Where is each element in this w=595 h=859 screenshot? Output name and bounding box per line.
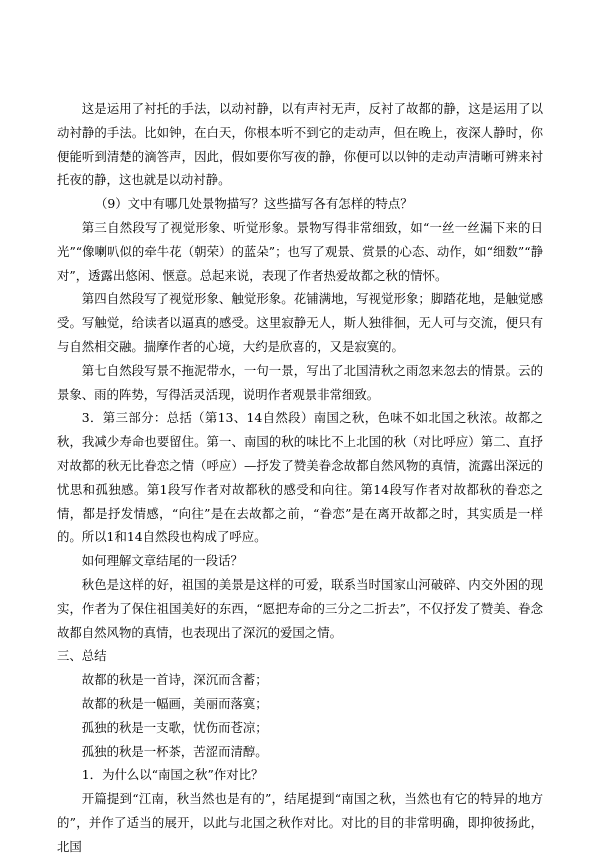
paragraph-third-section: 第三自然段写了视觉形象、听觉形象。景物写得非常细致，如“一丝一丝漏下来的日光”“像喇叭似的牵牛花（朝荣）的蓝朵”；也写了观景、赏景的心态、动作，如“细数”“静对”，透露出悠闲、惬意。总起来说，表现了作者热爱故都之秋的情怀。 bbox=[57, 219, 543, 283]
poem-line: 故都的秋是一首诗，深沉而含蓄； bbox=[81, 672, 268, 688]
question-9: （9）文中有哪几处景物描写？这些描写各有怎样的特点？ bbox=[95, 196, 413, 212]
paragraph-contrast-technique: 这是运用了衬托的手法，以动衬静，以有声衬无声，反衬了故都的静，这是运用了以动衬静的手法。比如钟，在白天，你根本听不到它的走动声，但在晚上，夜深人静时，你便能听到清楚的滴答声，因此，假如要你写夜的静，你便可以以钟的走动声清晰可辨来衬托夜的静，这也就是以动衬静。 bbox=[57, 101, 543, 188]
paragraph-fourth-section: 第四自然段写了视觉形象、触觉形象。花铺满地，写视觉形象；脚踏花地，是触觉感受。写触觉，给读者以逼真的感受。这里寂静无人，斯人独徘徊，无人可与交流，便只有与自然相交融。揣摩作者的心境，大约是欣喜的，又是寂寞的。 bbox=[57, 291, 543, 354]
section-heading-summary: 三、总结 bbox=[57, 648, 107, 664]
poem-line: 故都的秋是一幅画，美丽而落寞； bbox=[81, 695, 268, 711]
paragraph-ending-answer: 秋色是这样的好，祖国的美景是这样的可爱，联系当时国家山河破碎、内交外困的现实，作者为了保住祖国美好的东西，“愿把寿命的三分之二折去”，不仅抒发了赞美、眷念故都自然风物的真情，也表现出了深沉的爱国之情。 bbox=[57, 576, 543, 640]
poem-line: 孤独的秋是一支歌，忧伤而苍凉； bbox=[81, 719, 268, 735]
question-southern-autumn: 1．为什么以“南国之秋”作对比？ bbox=[81, 767, 264, 783]
question-ending: 如何理解文章结尾的一段话？ bbox=[81, 553, 243, 569]
paragraph-seventh-section: 第七自然段写景不拖泥带水，一句一景，写出了北国清秋之雨忽来忽去的情景。云的景象、雨的阵势，写得活灵活现，说明作者观景非常细致。 bbox=[57, 362, 543, 402]
paragraph-answer: 开篇提到“江南，秋当然也是有的”，结尾提到“南国之秋，当然也有它的特异的地方的”，并作了适当的展开，以此与北国之秋作对比。对比的目的非常明确，即抑彼扬此，北国 bbox=[57, 791, 543, 854]
document-body bbox=[57, 97, 543, 859]
poem-line: 孤独的秋是一杯茶，苦涩而清醇。 bbox=[81, 743, 268, 759]
paragraph-part-three: 3．第三部分：总括（第13、14自然段）南国之秋，色味不如北国之秋浓。故都之秋，我减少寿命也要留住。第一、南国的秋的味比不上北国的秋（对比呼应）第二、直抒对故都的秋无比眷恋之情（呼应）—抒发了赞美眷念故都自然风物的真情，流露出深远的忧思和孤独感。第1段写作者对故都秋的感受和向往。第14段写作者对故都秋的眷恋之情，都是抒发情感，“向往”是在去故都之前，“眷恋”是在离开故都之时，其实质是一样的。所以1和14自然段也构成了呼应。 bbox=[57, 410, 543, 545]
